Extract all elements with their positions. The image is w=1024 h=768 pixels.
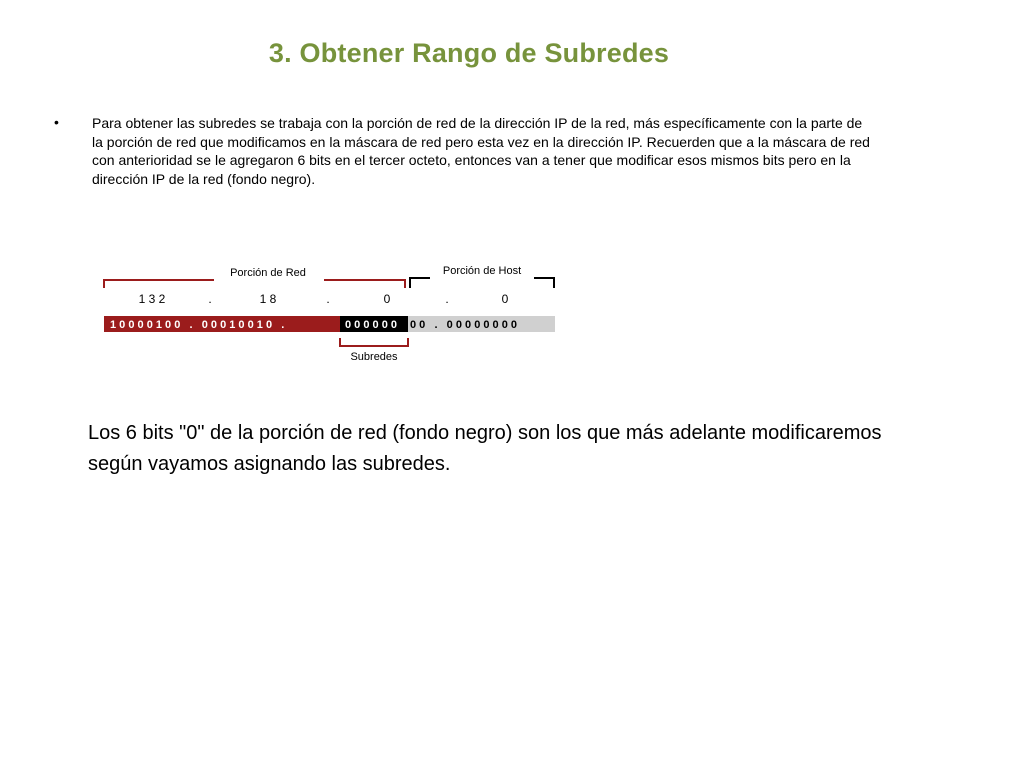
network-portion-bracket: [104, 280, 405, 288]
slide-title: 3. Obtener Rango de Subredes: [268, 38, 670, 68]
subnet-label: Subredes: [350, 351, 398, 363]
bullet-text: Para obtener las subredes se trabaja con la porción de red de la dirección IP de la red, más específicamente con la parte de la porción de red que modificamos en la máscara de red pero esta vez en la dirección IP. Recuerden que a la máscara de red con anterioridad se le agregaron 6 bits en el tercer octeto, entonces van a tener que modificar esos mismos bits pero en la dirección IP de la red (fondo negro).: [92, 115, 870, 187]
ip-address-diagram: [100, 258, 560, 370]
network-portion-label: Porción de Red: [230, 267, 306, 279]
decimal-octet-4: 0: [501, 292, 509, 306]
host-portion-label: Porción de Host: [442, 265, 522, 277]
host-portion-bracket: [410, 278, 554, 288]
decimal-dot-1: .: [208, 292, 212, 306]
subnet-bracket: [340, 338, 408, 346]
decimal-octet-3: 0: [383, 292, 391, 306]
decimal-octet-1: 1 3 2: [138, 292, 166, 306]
bullet-marker: •: [54, 114, 59, 130]
binary-network-text: 1 0 0 0 0 1 0 0 . 0 0 0 1 0 0 1 0 .: [110, 319, 285, 331]
explanation-note: Los 6 bits "0" de la porción de red (fondo negro) son los que más adelante modificaremos según vayamos asignando las subredes.: [88, 422, 882, 475]
binary-subnet-text: 0 0 0 0 0 0: [345, 319, 397, 331]
decimal-octet-2: 1 8: [259, 292, 277, 306]
binary-host-text: 0 0 . 0 0 0 0 0 0 0 0: [410, 319, 518, 331]
decimal-dot-3: .: [445, 292, 449, 306]
decimal-dot-2: .: [326, 292, 330, 306]
